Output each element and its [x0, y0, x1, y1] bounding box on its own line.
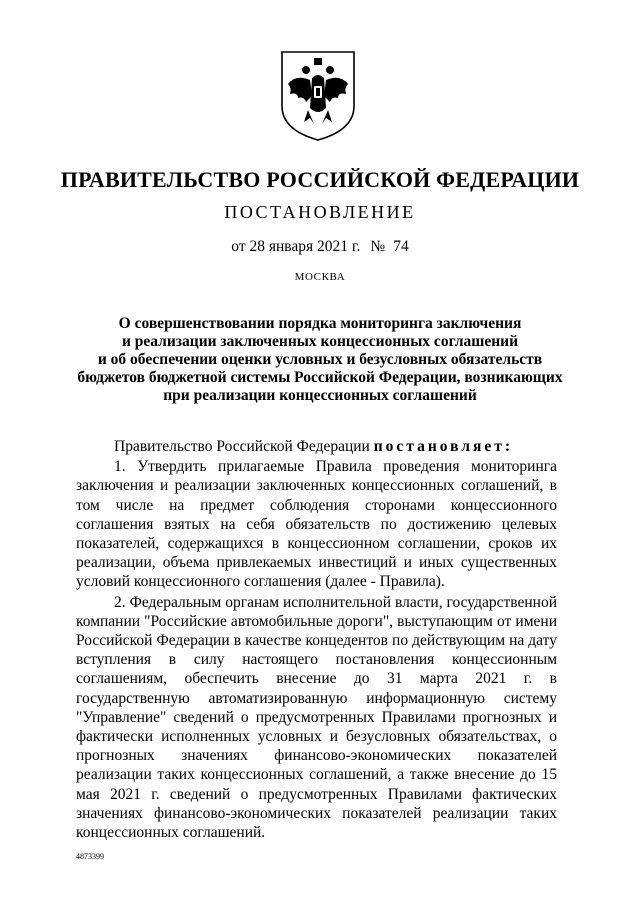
subject-line: и реализации заключенных концессионных соглашений	[121, 333, 519, 350]
government-title: ПРАВИТЕЛЬСТВО РОССИЙСКОЙ ФЕДЕРАЦИИ	[60, 167, 580, 192]
russian-coat-of-arms-icon	[276, 48, 360, 144]
body-paragraph: 1. Утвердить прилагаемые Правила проведения мониторинга заключения и реализации заключенных концессионных соглашений, в том числе на предмет соблюдения сторонами концессионного соглашения взятых на себя обязательств по достижению целевых показателей, содержащихся в концессионном соглашении, сроков их реализации, объема привлекаемых инвестиций и иных существенных условий концессионного соглашения (далее - Правила).	[76, 458, 557, 591]
body-paragraph: 2. Федеральным органам исполнительной власти, государственной компании "Российские автомобильные дороги", выступающим от имени Российской Федерации в качестве концедентов по действующим на дату вступления в силу настоящего постановления концессионным соглашениям, обеспечить внесение до 31 марта 2021 г. в государственную автоматизированную информационную систему "Управление" сведений о предусмотренных Правилами прогнозных и фактически исполненных условных и безусловных обязательствах, о прогнозных значениях финансово-экономических показателей реализации таких концессионных соглашений, а также внесение до 15 мая 2021 г. сведений о предусмотренных Правилами фактических значениях финансово-экономических показателей реализации таких концессионных соглашений.	[76, 593, 557, 842]
document-body	[76, 437, 557, 842]
preamble-paragraph	[76, 437, 557, 456]
subject-line: бюджетов бюджетной системы Российской Федерации, возникающих	[77, 369, 563, 386]
document-city: МОСКВА	[294, 271, 346, 283]
document-number: 74	[393, 238, 409, 255]
preamble-text: Правительство Российской Федерации	[114, 438, 370, 455]
subject-line: О совершенствовании порядка мониторинга заключения	[118, 315, 522, 332]
document-date: от 28 января 2021 г.	[231, 238, 361, 255]
document-subject	[60, 315, 580, 405]
subject-line: и об обеспечении оценки условных и безусловных обязательств	[97, 351, 543, 368]
subject-line: при реализации концессионных соглашений	[163, 387, 477, 404]
document-number-label: №	[370, 238, 386, 255]
document-type: ПОСТАНОВЛЕНИЕ	[224, 202, 416, 222]
document-date-line	[0, 238, 640, 256]
footer-code: 4873399	[76, 852, 104, 861]
preamble-verb: постановляет:	[373, 438, 514, 455]
